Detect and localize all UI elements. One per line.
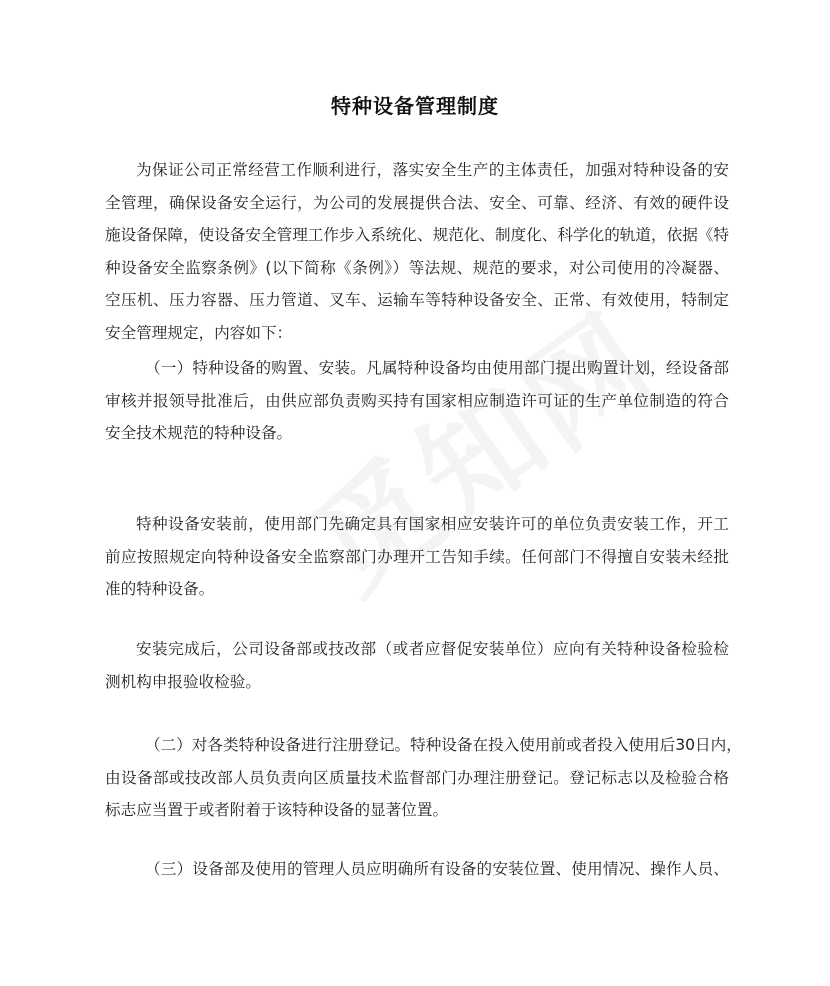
paragraph-line: 审核并报领导批准后，由供应部负责购买持有国家相应制造许可证的生产单位制造的符合 xyxy=(105,391,729,410)
paragraph-line: （二）对各类特种设备进行注册登记。特种设备在投入使用前或者投入使用后30日内， xyxy=(145,736,742,754)
paragraph-line: （三）设备部及使用的管理人员应明确所有设备的安装位置、使用情况、操作人员、 xyxy=(145,860,729,878)
paragraph-line: 安全技术规范的特种设备。 xyxy=(105,424,293,442)
paragraph-line: 施设备保障，使设备安全管理工作步入系统化、规范化、制度化、科学化的轨道，依据《特 xyxy=(105,226,729,244)
paragraph-line: 为保证公司正常经营工作顺利进行，落实安全生产的主体责任，加强对特种设备的安 xyxy=(136,161,729,179)
paragraph-line: （一）特种设备的购置、安装。凡属特种设备均由使用部门提出购置计划，经设备部 xyxy=(145,359,729,377)
paragraph-line: 由设备部或技改部人员负责向区质量技术监督部门办理注册登记。登记标志以及检验合格 xyxy=(105,768,729,787)
paragraph-acceptance xyxy=(105,633,729,698)
paragraph-line: 安全管理规定，内容如下： xyxy=(105,323,293,342)
paragraph-intro xyxy=(105,154,729,349)
paragraph-section-2 xyxy=(105,729,742,827)
page-title: 特种设备管理制度 xyxy=(331,94,499,118)
paragraph-line: 空压机、压力容器、压力管道、叉车、运输车等特种设备安全、正常、有效使用，特制定 xyxy=(105,291,729,309)
paragraph-line: 全管理，确保设备安全运行，为公司的发展提供合法、安全、可靠、经济、有效的硬件设 xyxy=(105,193,729,212)
paragraph-section-1 xyxy=(105,352,729,450)
paragraph-line: 标志应当置于或者附着于该特种设备的显著位置。 xyxy=(105,801,449,819)
paragraph-line: 种设备安全监察条例》(以下简称《条例》）等法规、规范的要求，对公司使用的冷凝器、 xyxy=(105,258,729,277)
paragraph-line: 前应按照规定向特种设备安全监察部门办理开工告知手续。任何部门不得擅自安装未经批 xyxy=(105,547,729,566)
paragraph-section-3 xyxy=(105,853,729,886)
paragraph-installation xyxy=(105,508,729,606)
paragraph-line: 准的特种设备。 xyxy=(105,580,215,598)
paragraph-line: 特种设备安装前，使用部门先确定具有国家相应安装许可的单位负责安装工作，开工 xyxy=(136,515,729,533)
paragraph-line: 安装完成后，公司设备部或技改部（或者应督促安装单位）应向有关特种设备检验检 xyxy=(136,640,729,658)
paragraph-line: 测机构申报验收检验。 xyxy=(105,672,261,691)
